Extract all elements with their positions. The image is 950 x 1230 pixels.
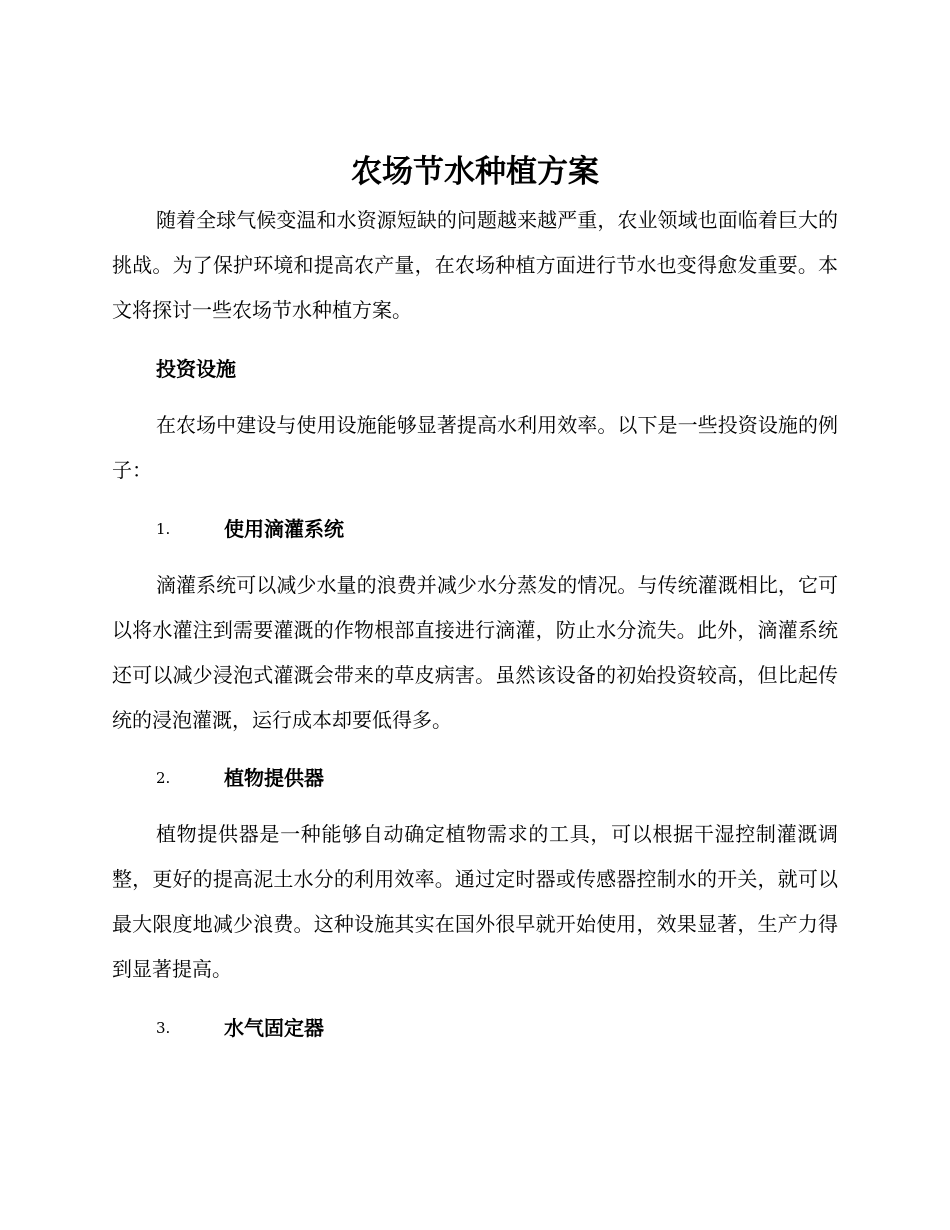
list-number: 3. — [156, 1019, 171, 1037]
section-intro-paragraph: 在农场中建设与使用设施能够显著提高水利用效率。以下是一些投资设施的例子： — [112, 413, 838, 482]
list-item-drip-irrigation — [156, 514, 344, 544]
list-item-plant-provider — [156, 763, 324, 793]
list-label: 植物提供器 — [224, 766, 324, 790]
list-number: 2. — [156, 769, 171, 787]
intro-paragraph: 随着全球气候变温和水资源短缺的问题越来越严重，农业领域也面临着巨大的挑战。为了保护环境和提高农产量，在农场种植方面进行节水也变得愈发重要。本文将探讨一些农场节水种植方案。 — [112, 208, 838, 322]
list-number: 1. — [156, 520, 171, 538]
section-heading: 投资设施 — [156, 357, 236, 381]
list-item-water-fixer — [156, 1013, 324, 1043]
list-label: 水气固定器 — [224, 1016, 324, 1040]
drip-irrigation-paragraph: 滴灌系统可以减少水量的浪费并减少水分蒸发的情况。与传统灌溉相比，它可以将水灌注到需要灌溉的作物根部直接进行滴灌，防止水分流失。此外，滴灌系统还可以减少浸泡式灌溉会带来的草皮病害。虽然该设备的初始投资较高，但比起传统的浸泡灌溉，运行成本却要低得多。 — [112, 573, 838, 732]
document-title: 农场节水种植方案 — [351, 154, 599, 190]
plant-provider-paragraph: 植物提供器是一种能够自动确定植物需求的工具，可以根据干湿控制灌溉调整，更好的提高泥土水分的利用效率。通过定时器或传感器控制水的开关，就可以最大限度地减少浪费。这种设施其实在国外很早就开始使用，效果显著，生产力得到显著提高。 — [112, 822, 838, 981]
list-label: 使用滴灌系统 — [224, 517, 344, 541]
